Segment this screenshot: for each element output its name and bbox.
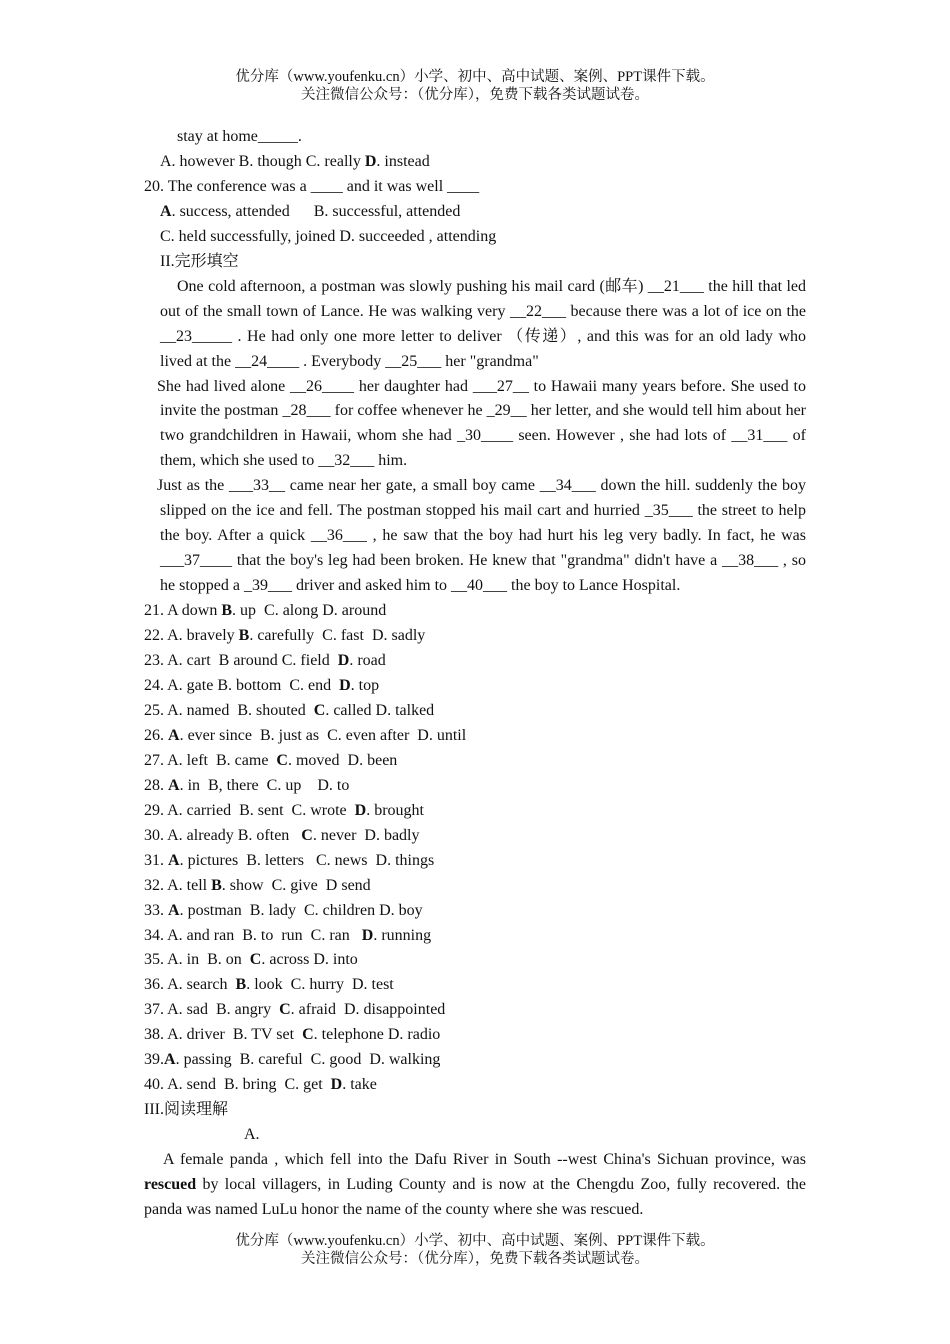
answer-letter: A [168, 776, 180, 794]
question-options: . across D. into [261, 951, 358, 969]
reading-paragraph [144, 1148, 806, 1223]
cloze-paragraph-1: One cold afternoon, a postman was slowly pushing his mail card (邮车) __21___ the hill that led out of the small town of Lance. He was walking very __22___ because there was a lot of ice on the __23_____ . He had only one more letter to deliver （传递）, and this was for an old lady who lived at the __24____ . Everybody __25___ her "grandma" [160, 277, 806, 370]
header-line-1: 优分库（www.youfenku.cn）小学、初中、高中试题、案例、PPT课件下载。 [235, 69, 715, 85]
reading-subheading: A. [244, 1126, 260, 1144]
question-options: . running [373, 926, 432, 944]
question-options: . telephone D. radio [313, 1026, 441, 1044]
question-text: 35. A. in B. on [144, 951, 250, 969]
question-text: 30. A. already B. often [144, 826, 302, 844]
question-item [144, 824, 806, 849]
question-options: . moved D. been [287, 751, 398, 769]
question-options: . never D. badly [312, 826, 420, 844]
question-options: . show C. give D send [221, 876, 371, 894]
question-text: 22. A. bravely [144, 627, 239, 645]
question-text: 34. A. and ran B. to run C. ran [144, 926, 362, 944]
answer-letter: A [168, 726, 180, 744]
question-options: . passing B. careful C. good D. walking [175, 1051, 441, 1069]
footer-line-1: 优分库（www.youfenku.cn）小学、初中、高中试题、案例、PPT课件下载。 [235, 1233, 715, 1249]
answer-letter: A [168, 901, 180, 919]
question-item [144, 674, 806, 699]
question-item [144, 774, 806, 799]
question-item [144, 749, 806, 774]
question-text: 32. A. tell [144, 876, 212, 894]
question-options: . ever since B. just as C. even after D. until [179, 726, 467, 744]
cloze-paragraph-3: Just as the ___33__ came near her gate, a small boy came __34___ down the hill. suddenly the boy slipped on the ice and fell. The postman stopped his mail cart and hurried _35___ the street to help the boy. After a quick __36___ , he saw that the boy had hurt his leg very badly. In fact, he was ___37____ that the boy's leg had been broken. He knew that "grandma" didn't have a __38___ , so he stopped a _39___ driver and asked him to __40___ the boy to Lance Hospital. [157, 477, 806, 595]
question-list [144, 599, 806, 1098]
cloze-paragraph-2: She had lived alone __26____ her daughter had ___27__ to Hawaii many years before. She used to invite the postman _28___ for coffee whenever he _29__ her letter, and she would tell him about her two grandchildren in Hawaii, whom she had _30____ seen. However , she had lots of __31___ of them, which she used to __32___ him. [157, 377, 806, 470]
answer-letter: C [249, 951, 262, 969]
question-text: 24. A. gate B. bottom C. end [144, 676, 340, 694]
question-text: 23. A. cart B around C. field [144, 652, 338, 670]
question-text: 28. [144, 776, 168, 794]
question-text: 25. A. named B. shouted [144, 701, 314, 719]
question-item [144, 1048, 806, 1073]
answer-letter: B [211, 876, 222, 894]
question-item [144, 899, 806, 924]
answer-letter: A [160, 202, 172, 220]
answer-letter: C [313, 701, 326, 719]
question-item [144, 699, 806, 724]
answer-letter: C [276, 751, 288, 769]
question-options: . brought [366, 801, 424, 819]
question-options: . postman B. lady C. children D. boy [179, 901, 423, 919]
answer-letter: B [238, 627, 250, 645]
question-item [144, 973, 806, 998]
question-item [144, 799, 806, 824]
question-text: 37. A. sad B. angry [144, 1001, 280, 1019]
answer-letter: A [164, 1051, 176, 1069]
answer-letter: D [354, 801, 367, 819]
answer-letter: D [361, 926, 374, 944]
cloze-heading: II.完形填空 [160, 252, 239, 270]
question-text: 29. A. carried B. sent C. wrote [144, 801, 355, 819]
q20-stem: 20. The conference was a ____ and it was well ____ [144, 177, 480, 195]
answer-letter: D [364, 152, 377, 170]
answer-letter: C [301, 826, 313, 844]
q20-options-ab: A. success, attended B. successful, attended [160, 202, 461, 220]
q19-continuation: stay at home_____. [177, 128, 302, 145]
answer-letter: D [339, 676, 351, 694]
header-line-2: 关注微信公众号：（优分库），免费下载各类试题试卷。 [301, 87, 649, 103]
document-body [144, 125, 806, 1223]
question-item [144, 874, 806, 899]
question-item [144, 948, 806, 973]
question-options: . take [342, 1076, 377, 1094]
question-options: . afraid D. disappointed [290, 1001, 446, 1019]
question-options: . pictures B. letters C. news D. things [179, 851, 435, 869]
question-text: 36. A. search [144, 976, 236, 994]
question-text: 26. [144, 726, 168, 744]
answer-letter: B [221, 602, 233, 620]
question-options: . in B, there C. up D. to [179, 776, 350, 794]
answer-letter: D [337, 652, 350, 670]
question-text: 21. A down [144, 602, 222, 620]
question-text: 40. A. send B. bring C. get [144, 1076, 331, 1094]
question-item [144, 998, 806, 1023]
question-item [144, 649, 806, 674]
q19-options: A. however B. though C. really D. instead [160, 152, 430, 170]
answer-letter: A [168, 851, 180, 869]
question-item [144, 924, 806, 949]
question-text: 33. [144, 901, 168, 919]
question-item [144, 849, 806, 874]
question-options: . road [349, 652, 386, 670]
page-header [0, 68, 950, 104]
question-item [144, 1023, 806, 1048]
question-item [144, 724, 806, 749]
question-text: 27. A. left B. came [144, 751, 277, 769]
question-item [144, 1073, 806, 1098]
answer-letter: B [235, 976, 247, 994]
question-options: . up C. along D. around [232, 602, 387, 620]
question-options: . carefully C. fast D. sadly [249, 627, 426, 645]
question-text: 38. A. driver B. TV set [144, 1026, 303, 1044]
q20-options-cd: C. held successfully, joined D. succeeded , attending [160, 227, 497, 245]
question-options: . called D. talked [325, 701, 435, 719]
question-text: 31. [144, 851, 168, 869]
reading-text-start: A female panda , which fell into the Dafu River in South --west China's Sichuan province, was [163, 1151, 806, 1169]
page-footer [0, 1232, 950, 1268]
reading-heading: III.阅读理解 [144, 1101, 228, 1119]
reading-bold-word: rescued [144, 1176, 197, 1194]
question-item [144, 624, 806, 649]
answer-letter: C [302, 1026, 314, 1044]
question-text: 39. [144, 1051, 164, 1069]
question-options: . top [350, 676, 380, 694]
question-item [144, 599, 806, 624]
footer-line-2: 关注微信公众号：（优分库），免费下载各类试题试卷。 [301, 1251, 649, 1267]
answer-letter: C [279, 1001, 291, 1019]
question-options: . look C. hurry D. test [246, 976, 394, 994]
reading-text-end: by local villagers, in Luding County and is now at the Chengdu Zoo, fully recovered. the panda was named LuLu honor the name of the county where she was rescued. [144, 1176, 806, 1218]
answer-letter: D [330, 1076, 343, 1094]
